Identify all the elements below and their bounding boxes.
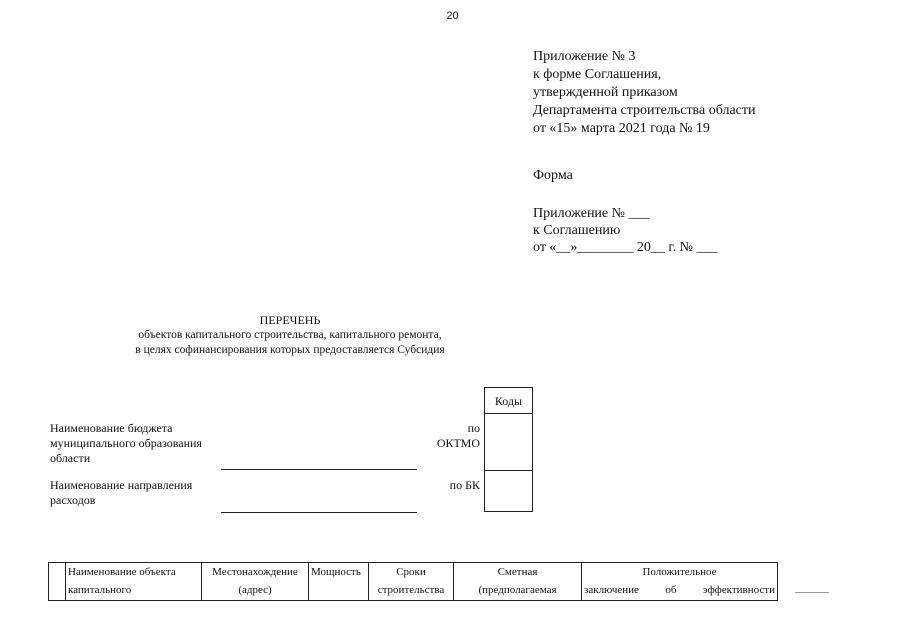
document-title bbox=[90, 313, 490, 358]
table-header-cell bbox=[582, 563, 778, 601]
attachment-line: Приложение № ___ bbox=[533, 206, 650, 221]
appendix-line: Приложение № 3 bbox=[533, 49, 636, 64]
form-label: Форма bbox=[533, 168, 573, 183]
header-line: Наименование объекта bbox=[68, 566, 176, 578]
header-line: строительства bbox=[377, 584, 445, 596]
table-header-cell bbox=[309, 563, 369, 601]
budget-label bbox=[50, 421, 202, 466]
objects-table bbox=[48, 562, 778, 601]
appendix-line: к форме Соглашения, bbox=[533, 67, 662, 82]
header-line: Положительное bbox=[642, 566, 717, 578]
direction-label-line: Наименование направления bbox=[50, 478, 193, 492]
appendix-line: утвержденной приказом bbox=[533, 85, 678, 100]
appendix-block bbox=[533, 48, 756, 138]
header-line: (предполагаемая bbox=[478, 584, 557, 596]
budget-label-line: муниципального образования bbox=[50, 436, 202, 450]
header-line: капитального bbox=[68, 584, 132, 596]
page-number: 20 bbox=[446, 10, 459, 22]
attachment-line: к Соглашению bbox=[533, 223, 621, 238]
budget-fill-line bbox=[221, 469, 417, 470]
budget-label-line: Наименование бюджета bbox=[50, 421, 173, 435]
table-header-row bbox=[49, 563, 778, 601]
po-bk-label: по БК bbox=[449, 478, 480, 492]
attachment-line: от «__»________ 20__ г. № ___ bbox=[533, 240, 718, 255]
direction-fill-line bbox=[221, 512, 417, 513]
bk-code-cell bbox=[485, 471, 532, 511]
header-line: Мощность bbox=[311, 566, 361, 578]
appendix-line: Департамента строительства области bbox=[533, 103, 756, 118]
attachment-block bbox=[533, 205, 717, 256]
appendix-line: от «15» марта 2021 года № 19 bbox=[533, 121, 710, 136]
title-heading: ПЕРЕЧЕНЬ bbox=[259, 313, 321, 327]
direction-label-line: расходов bbox=[50, 493, 96, 507]
header-line: Сроки bbox=[396, 566, 426, 578]
budget-label-line: области bbox=[50, 451, 91, 465]
header-line: заключение об эффективности bbox=[584, 584, 775, 596]
oktmo-label: ОКТМО bbox=[436, 436, 480, 450]
table-header-cell bbox=[202, 563, 309, 601]
header-line: Местонахождение bbox=[212, 566, 298, 578]
header-line: (адрес) bbox=[238, 584, 272, 596]
header-line: Сметная bbox=[497, 566, 538, 578]
trailing-line bbox=[795, 592, 829, 593]
title-line: в целях софинансирования которых предоставляется Субсидия bbox=[135, 344, 445, 356]
table-header-cell bbox=[66, 563, 202, 601]
title-line: объектов капитального строительства, капитального ремонта, bbox=[138, 329, 442, 341]
oktmo-code-cell bbox=[485, 414, 532, 471]
po-label: по bbox=[467, 421, 480, 435]
table-header-cell bbox=[369, 563, 454, 601]
codes-box bbox=[484, 387, 533, 512]
direction-label bbox=[50, 478, 192, 508]
table-header-cell bbox=[49, 563, 66, 601]
codes-header: Коды bbox=[485, 388, 532, 414]
table-header-cell bbox=[454, 563, 582, 601]
